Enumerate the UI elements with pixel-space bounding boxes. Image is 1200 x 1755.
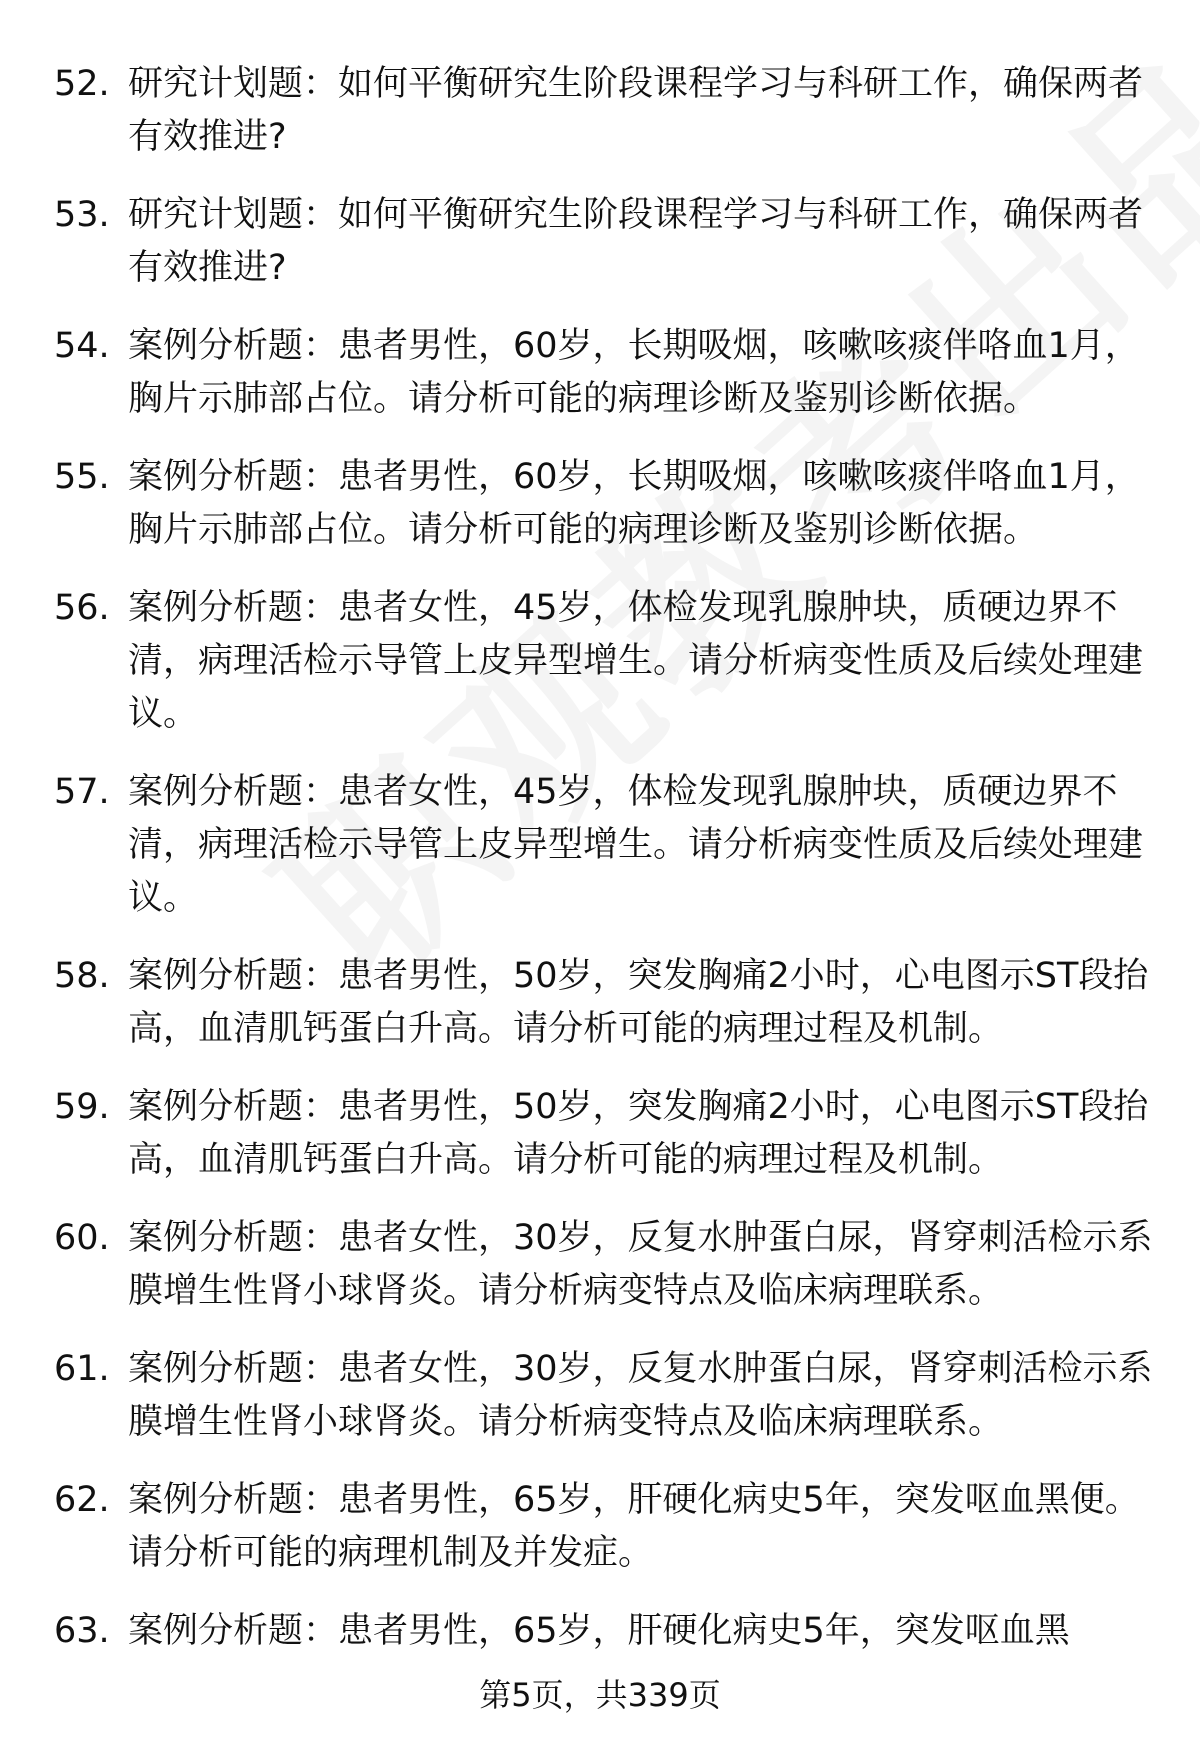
question-number: 60. (54, 1218, 110, 1258)
question-number: 56. (54, 588, 110, 628)
question-number: 62. (54, 1480, 110, 1520)
question-list (54, 58, 1164, 1683)
question-number: 61. (54, 1349, 110, 1389)
question-item (54, 766, 1164, 925)
question-number: 57. (54, 772, 110, 812)
question-number: 59. (54, 1087, 110, 1127)
question-text: 案例分析题：患者男性，65岁，肝硬化病史5年，突发呕血黑 (128, 1611, 1070, 1651)
question-item (54, 1343, 1164, 1449)
question-number: 63. (54, 1611, 110, 1651)
question-item (54, 451, 1164, 557)
question-number: 54. (54, 326, 110, 366)
question-text: 研究计划题：如何平衡研究生阶段课程学习与科研工作，确保两者有效推进? (128, 64, 1144, 157)
question-text: 案例分析题：患者男性，50岁，突发胸痛2小时，心电图示ST段抬高，血清肌钙蛋白升高。请分析可能的病理过程及机制。 (128, 956, 1149, 1049)
question-text: 案例分析题：患者女性，45岁，体检发现乳腺肿块，质硬边界不清，病理活检示导管上皮异型增生。请分析病变性质及后续处理建议。 (128, 588, 1144, 734)
question-item (54, 1212, 1164, 1318)
question-item (54, 1081, 1164, 1187)
question-item (54, 189, 1164, 295)
question-item (54, 320, 1164, 426)
question-number: 58. (54, 956, 110, 996)
question-number: 52. (54, 64, 110, 104)
question-text: 案例分析题：患者男性，65岁，肝硬化病史5年，突发呕血黑便。请分析可能的病理机制及并发症。 (128, 1480, 1140, 1573)
question-item (54, 950, 1164, 1056)
question-text: 案例分析题：患者男性，50岁，突发胸痛2小时，心电图示ST段抬高，血清肌钙蛋白升高。请分析可能的病理过程及机制。 (128, 1087, 1149, 1180)
page-footer (0, 1675, 1200, 1715)
question-item (54, 58, 1164, 164)
question-item (54, 1605, 1164, 1658)
question-text: 案例分析题：患者女性，45岁，体检发现乳腺肿块，质硬边界不清，病理活检示导管上皮异型增生。请分析病变性质及后续处理建议。 (128, 772, 1144, 918)
question-number: 55. (54, 457, 110, 497)
question-text: 案例分析题：患者男性，60岁，长期吸烟，咳嗽咳痰伴咯血1月，胸片示肺部占位。请分析可能的病理诊断及鉴别诊断依据。 (128, 326, 1140, 419)
question-text: 案例分析题：患者男性，60岁，长期吸烟，咳嗽咳痰伴咯血1月，胸片示肺部占位。请分析可能的病理诊断及鉴别诊断依据。 (128, 457, 1140, 550)
question-text: 研究计划题：如何平衡研究生阶段课程学习与科研工作，确保两者有效推进? (128, 195, 1144, 288)
question-item (54, 1474, 1164, 1580)
question-number: 53. (54, 195, 110, 235)
question-item (54, 582, 1164, 741)
page-number: 第5页，共339页 (479, 1676, 721, 1714)
question-text: 案例分析题：患者女性，30岁，反复水肿蛋白尿，肾穿刺活检示系膜增生性肾小球肾炎。请分析病变特点及临床病理联系。 (128, 1349, 1153, 1442)
question-text: 案例分析题：患者女性，30岁，反复水肿蛋白尿，肾穿刺活检示系膜增生性肾小球肾炎。请分析病变特点及临床病理联系。 (128, 1218, 1153, 1311)
